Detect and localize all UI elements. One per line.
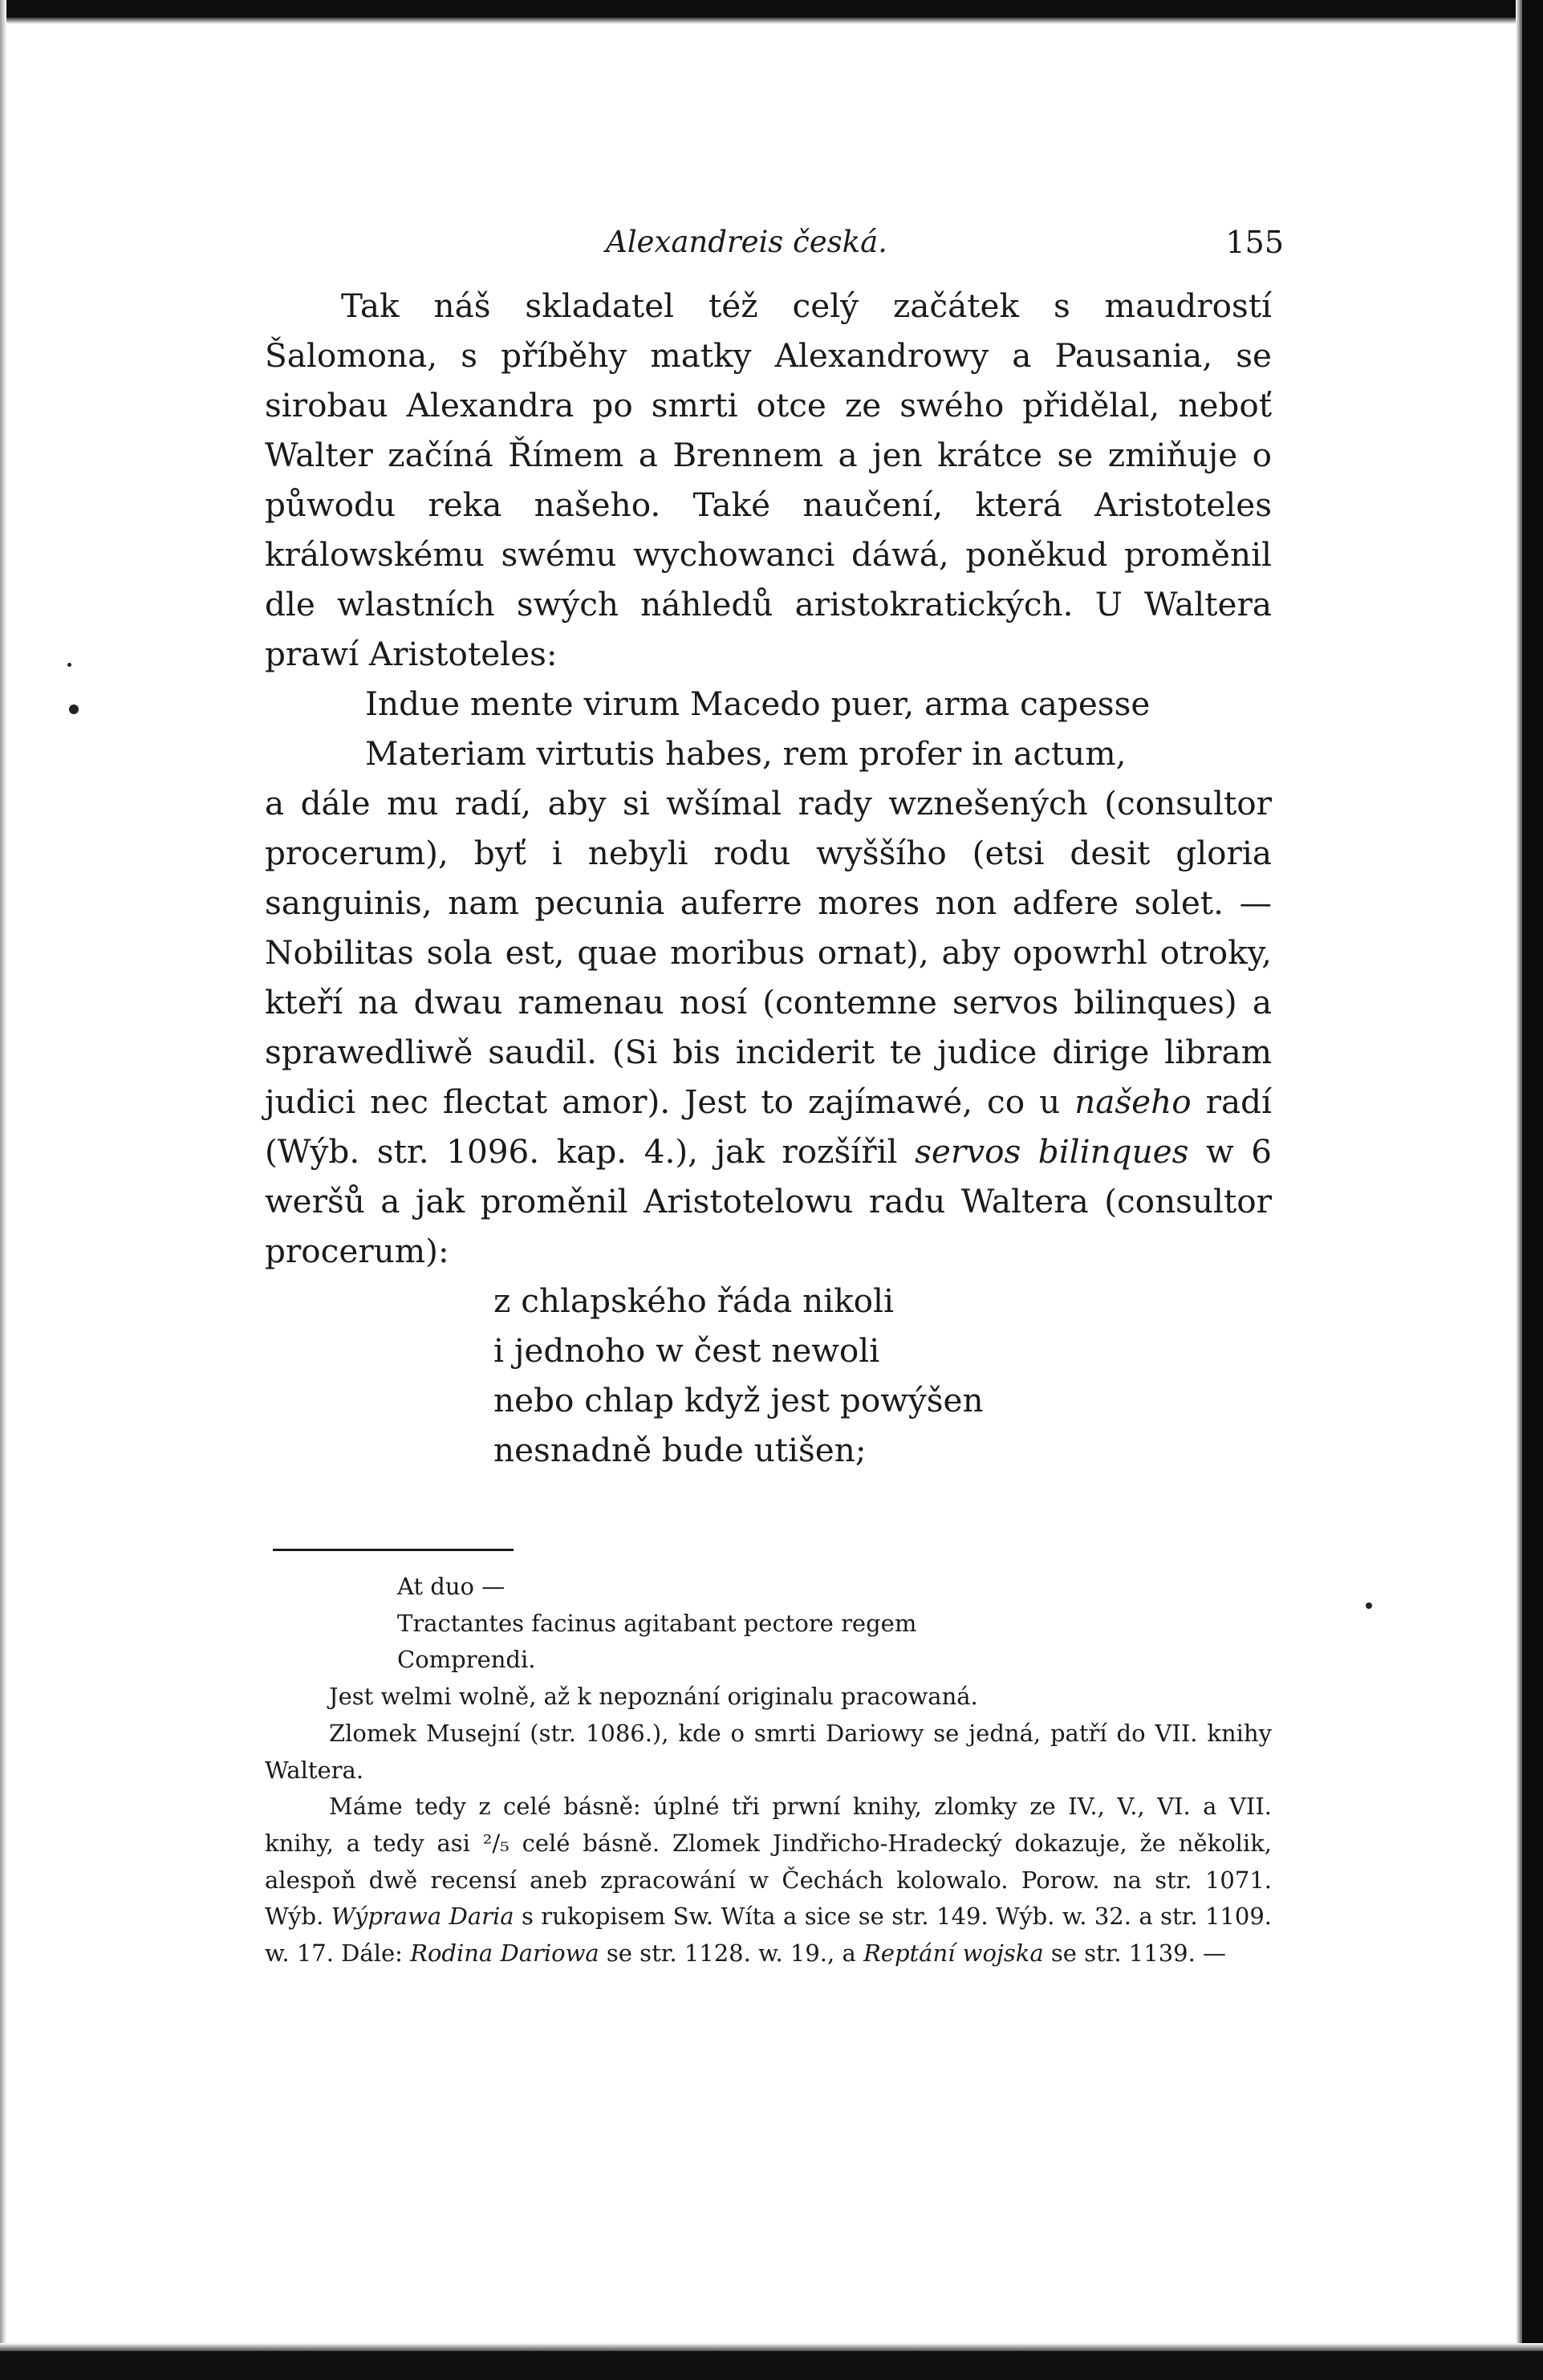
text-segment: w 6 weršů a jak proměnil Aristotelowu radu Waltera (consultor procerum): <box>265 1132 1272 1270</box>
italic-term: Rodina Dariowa <box>410 1939 599 1968</box>
verse-line: i jednoho w čest newoli <box>493 1331 880 1370</box>
text-segment: se str. 1139. — <box>1043 1939 1227 1968</box>
paragraph-2 <box>265 778 1272 1276</box>
latin-verse-quote <box>265 679 1272 778</box>
verse-line: nesnadně bude utišen; <box>493 1431 867 1469</box>
italic-term: našeho <box>1074 1082 1192 1121</box>
scan-shadow-left <box>0 0 6 2380</box>
italic-term: Wýprawa Daria <box>331 1903 514 1931</box>
italic-term: Reptání wojska <box>863 1939 1044 1968</box>
verse-line: Comprendi. <box>397 1646 536 1674</box>
paragraph-1: Tak náš skladatel též celý začátek s maudrostí Šalomona, s příběhy matky Alexandrowy a Pausania, se sirobau Alexandra po smrti otce ze swého přidělal, neboť Walter začíná Římem a Brennem a jen krátce se zmiňuje o půwodu reka našeho. Také naučení, která Aristoteles králowskému swému wychowanci dáwá, poněkud proměnil dle wlastních swých náhledů aristokratických. U Waltera prawí Aristoteles: <box>265 286 1272 673</box>
main-text <box>265 281 1272 1475</box>
footnotes <box>265 1549 1272 1972</box>
running-title: Alexandreis česká. <box>606 225 887 259</box>
page-number: 155 <box>1225 225 1284 260</box>
scan-shadow-bottom <box>0 2343 1543 2351</box>
text-segment: radí (Wýb. str. 1096. kap. 4.), jak rozšířil <box>265 1082 1272 1171</box>
footnote-2: Jest welmi wolně, až k nepoznání originalu pracowaná. <box>329 1683 978 1711</box>
footnote-rule <box>273 1549 514 1551</box>
footnote-3: Zlomek Musejní (str. 1086.), kde o smrti Dariowy se jedná, patří do VII. knihy Waltera. <box>265 1719 1272 1784</box>
scan-speck <box>67 663 71 667</box>
footnote-4 <box>265 1789 1272 1972</box>
italic-term: servos bilinques <box>915 1132 1189 1171</box>
scan-speck <box>1366 1602 1372 1609</box>
verse-line: z chlapského řáda nikoli <box>493 1281 894 1320</box>
czech-verse-quote <box>265 1276 1272 1475</box>
text-segment: Máme tedy z celé básně: úplné tři prwní knihy, zlomky ze IV., V., VI. a VII. knihy, a tedy asi ²/₅ celé básně. Zlomek Jindřicho-Hradecký dokazuje, že několik, alespoň dwě recensí aneb zpracowání w Čechách kolowalo. Porow. na str. 1071. Wýb. <box>265 1793 1272 1931</box>
scan-speck <box>69 705 79 714</box>
footnote-1-verse <box>265 1569 1272 1679</box>
scan-shadow-top <box>0 18 1543 24</box>
verse-line: Materiam virtutis habes, rem profer in actum, <box>365 734 1127 773</box>
scan-border-right <box>1522 0 1543 2380</box>
page-header <box>265 218 1284 266</box>
text-segment: s rukopisem Sw. Wíta a sice se str. 149. Wýb. w. 32. a str. 1109. w. 17. Dále: <box>265 1903 1272 1968</box>
verse-line: nebo chlap když jest powýšen <box>493 1381 984 1419</box>
text-segment: a dále mu radí, aby si wšímal rady wznešených (consultor procerum), byť i nebyli rodu wyššího (etsi desit gloria sanguinis, nam pecunia auferre mores non adfere solet. — Nobilitas sola est, quae moribus ornat), aby opowrhl otroky, kteří na dwau ramenau nosí (contemne servos bilinques) a sprawedliwě saudil. (Si bis inciderit te judice dirige libram judici nec flectat amor). Jest to zajímawé, co u <box>265 784 1272 1121</box>
text-segment: se str. 1128. w. 19., a <box>599 1939 863 1968</box>
verse-line: At duo — <box>397 1573 506 1600</box>
scan-shadow-right <box>1516 0 1522 2380</box>
scan-border-top <box>0 0 1543 18</box>
verse-line: Indue mente virum Macedo puer, arma capesse <box>365 684 1151 723</box>
verse-line: Tractantes facinus agitabant pectore regem <box>397 1609 917 1637</box>
scan-border-bottom <box>0 2351 1543 2380</box>
